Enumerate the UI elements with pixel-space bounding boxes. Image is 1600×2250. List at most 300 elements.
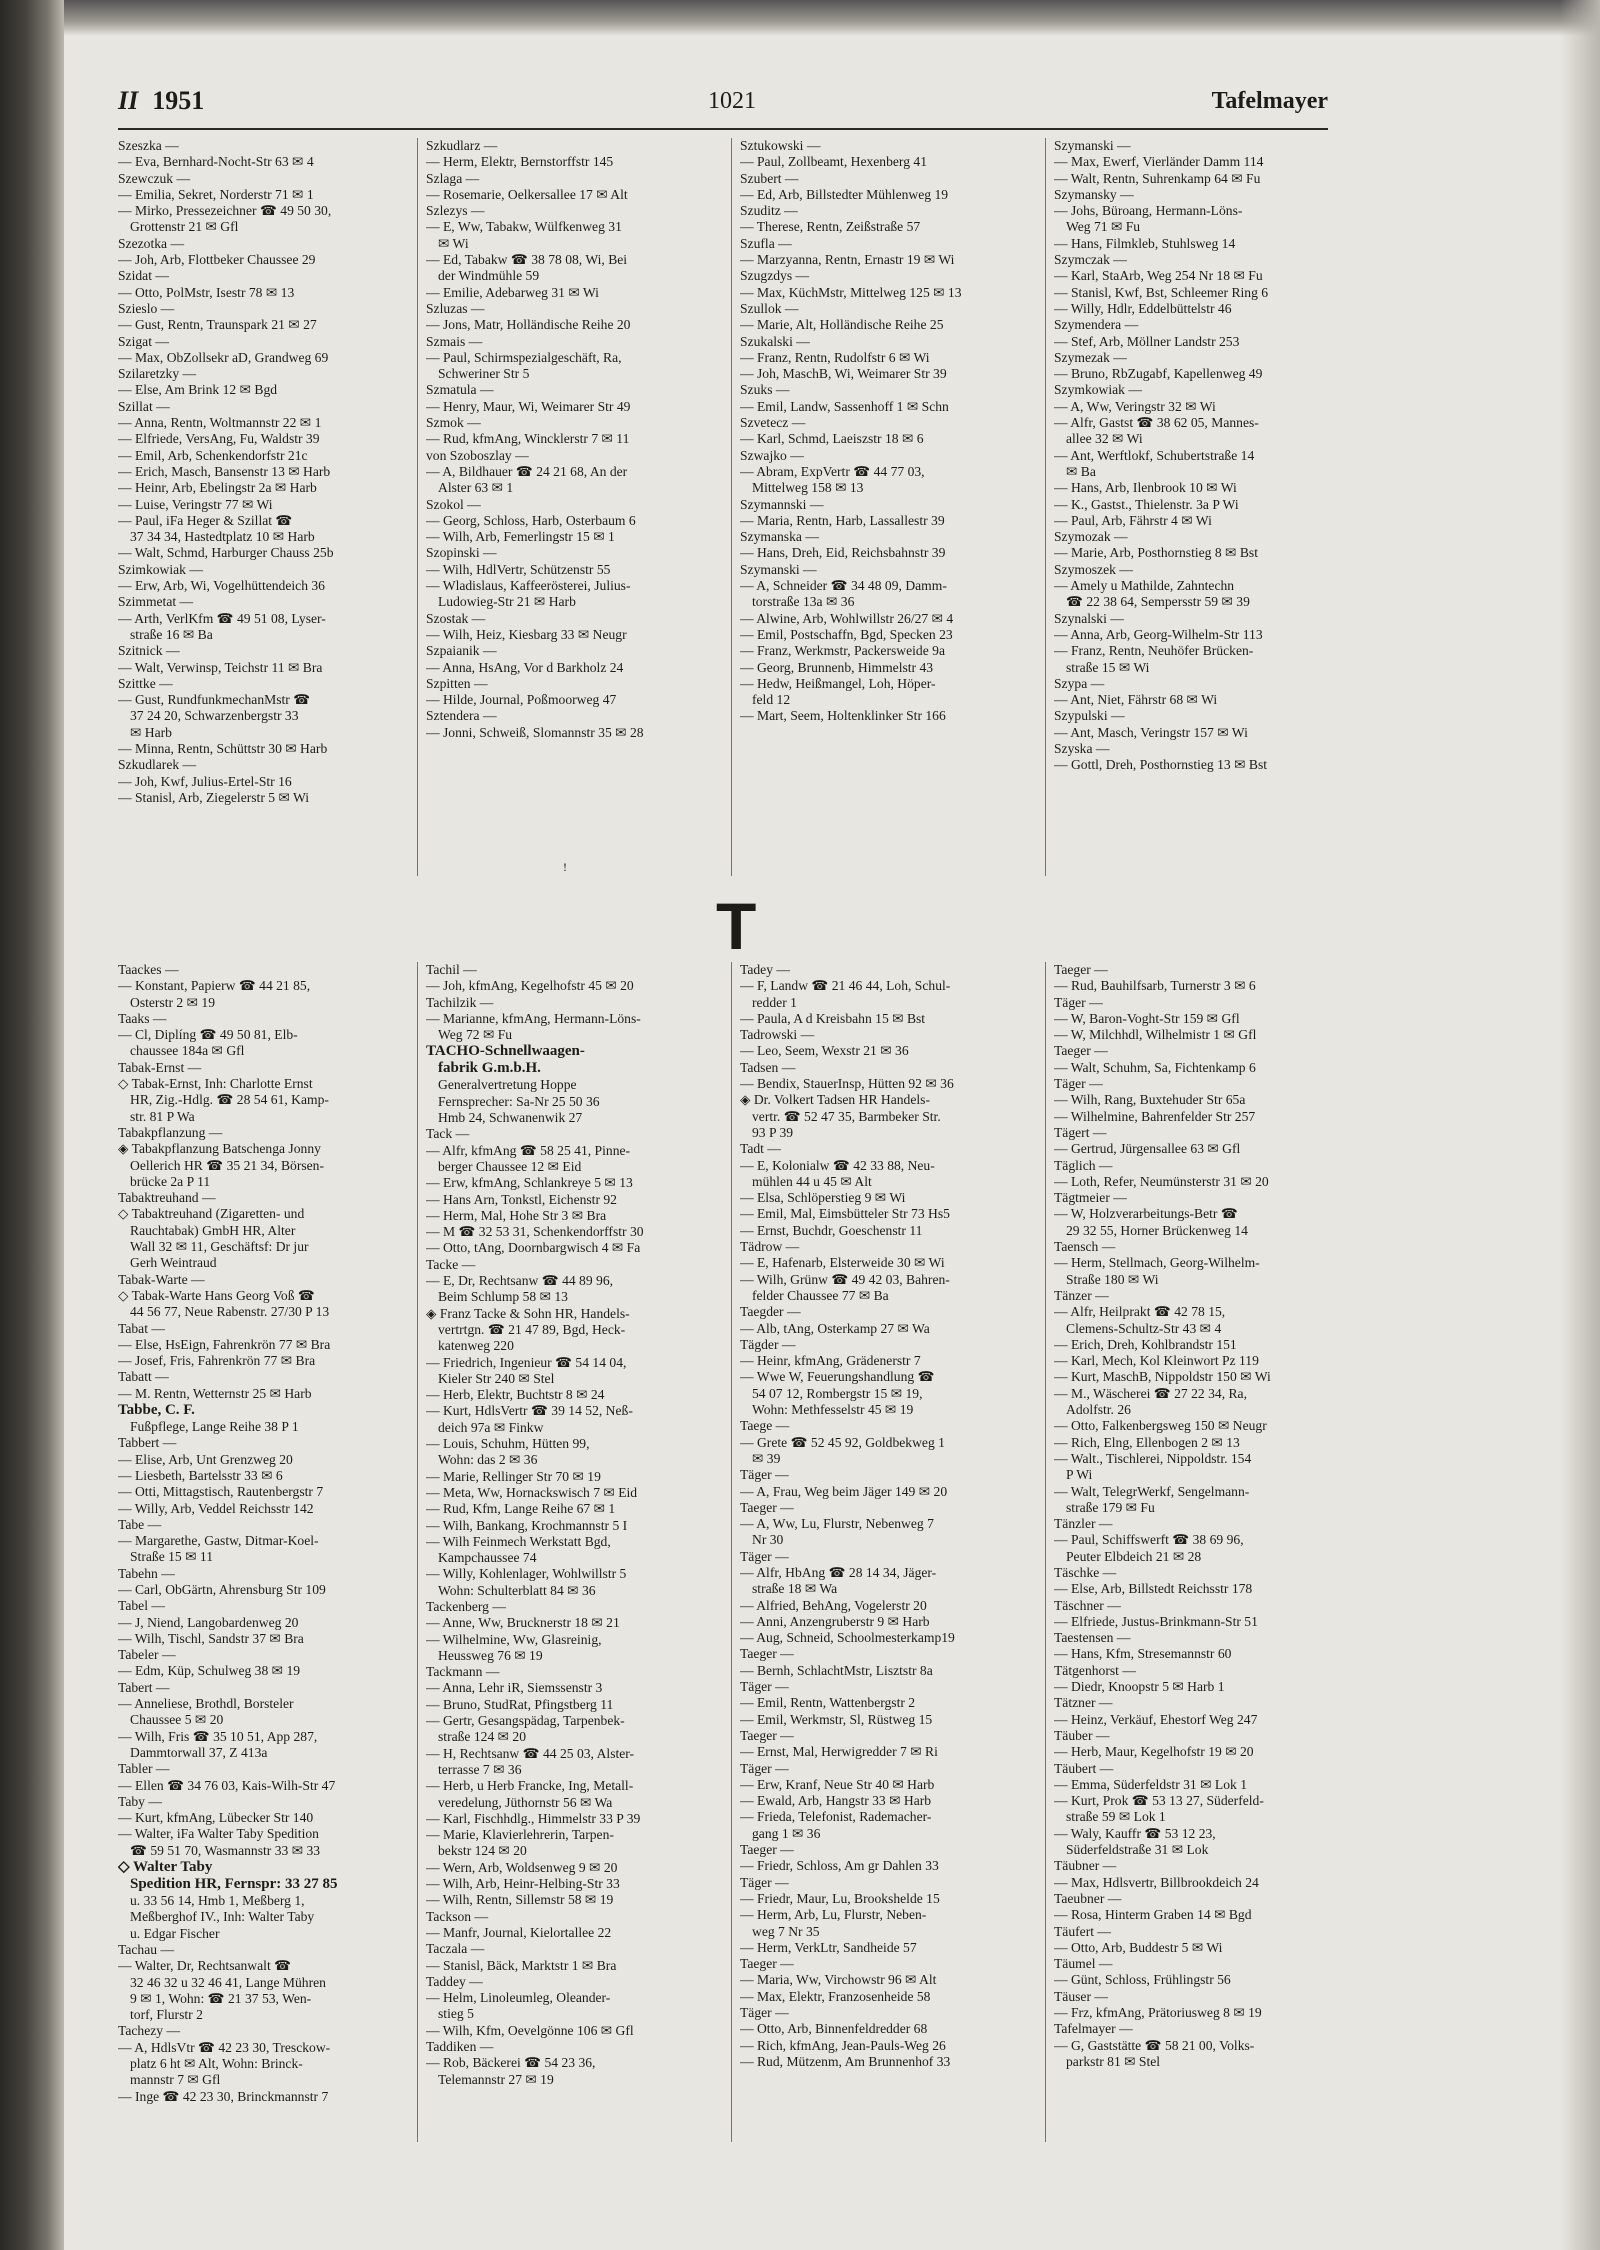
directory-entry-line: — Marie, Arb, Posthornstieg 8 ✉ Bst (1054, 545, 1258, 561)
directory-entry-line: Straße 180 ✉ Wi (1066, 1271, 1159, 1287)
directory-entry-line: von Szoboszlay — (426, 447, 529, 463)
directory-entry-line: 54 07 12, Rombergstr 15 ✉ 19, (752, 1385, 923, 1401)
directory-entry-line: — Wilh, Grünw ☎ 49 42 03, Bahren- (740, 1271, 950, 1287)
directory-entry-line: Täger — (740, 1548, 789, 1564)
directory-entry-line: — Walt, Rentn, Suhrenkamp 64 ✉ Fu (1054, 170, 1261, 186)
directory-entry-line: — Marie, Klavierlehrerin, Tarpen- (426, 1827, 614, 1843)
directory-entry-line: Taby — (118, 1793, 162, 1809)
directory-entry-line: Osterstr 2 ✉ 19 (130, 994, 216, 1010)
directory-entry-line: Sztendera — (426, 708, 497, 724)
directory-entry-line: ☎ 22 38 64, Sempersstr 59 ✉ 39 (1066, 594, 1250, 610)
directory-entry-line: Beim Schlump 58 ✉ 13 (438, 1289, 568, 1305)
directory-entry-line: — Kurt, Prok ☎ 53 13 27, Süderfeld- (1054, 1793, 1264, 1809)
directory-entry-line: redder 1 (752, 994, 797, 1010)
directory-entry-line: — Wilh, Rang, Buxtehuder Str 65a (1054, 1092, 1246, 1108)
directory-entry-line: — Abram, ExpVertr ☎ 44 77 03, (740, 463, 925, 479)
directory-entry-line: Tägder — (740, 1336, 796, 1352)
directory-entry-line: — Georg, Brunnenb, Himmelstr 43 (740, 659, 934, 675)
directory-entry-line: Tachil — (426, 962, 477, 977)
directory-entry-line: Tädrow — (740, 1239, 800, 1255)
directory-entry-line: — Herm, Arb, Lu, Flurstr, Neben- (740, 1907, 927, 1923)
book-binding-shadow (0, 0, 64, 2250)
directory-entry-line: Generalvertretung Hoppe (438, 1077, 577, 1093)
directory-entry-line: — Rich, Elng, Ellenbogen 2 ✉ 13 (1054, 1434, 1240, 1450)
directory-entry-line: katenweg 220 (438, 1338, 514, 1354)
directory-entry-line: Szvetecz — (740, 415, 806, 431)
directory-entry-line: — Konstant, Papierw ☎ 44 21 85, (118, 978, 311, 994)
directory-entry-line: Tabak-Ernst — (118, 1059, 202, 1075)
directory-entry-line: Täger — (1054, 994, 1103, 1010)
directory-entry-line: Szigat — (118, 333, 169, 349)
directory-entry-line: ◇ Tabak-Warte Hans Georg Voß ☎ (118, 1287, 315, 1303)
directory-entry-line: vertrtgn. ☎ 21 47 89, Bgd, Heck- (438, 1321, 626, 1337)
directory-entry-line: P Wi (1066, 1467, 1093, 1483)
directory-entry-line: — Paul, Schirmspezialgeschäft, Ra, (426, 349, 622, 365)
directory-entry-line: — Walter, Dr, Rechtsanwalt ☎ (118, 1958, 292, 1974)
directory-entry-line: — Henry, Maur, Wi, Weimarer Str 49 (426, 398, 631, 414)
directory-entry-line: — A, Frau, Weg beim Jäger 149 ✉ 20 (740, 1483, 948, 1499)
directory-entry-line: — Frieda, Telefonist, Rademacher- (740, 1809, 932, 1825)
directory-entry-line: Tänzler — (1054, 1516, 1113, 1532)
directory-entry-line: — A, Schneider ☎ 34 48 09, Damm- (740, 578, 947, 594)
directory-entry-line: — Elfriede, Justus-Brinkmann-Str 51 (1054, 1613, 1258, 1629)
directory-entry-line: Tachau — (118, 1941, 175, 1957)
directory-entry-line: — Hans, Arb, Ilenbrook 10 ✉ Wi (1054, 480, 1237, 496)
top-column-2 (426, 138, 732, 876)
directory-entry-line: — Herm, Mal, Hohe Str 3 ✉ Bra (426, 1207, 607, 1223)
directory-entry-line: Szostak — (426, 610, 486, 626)
directory-entry-line: Szmais — (426, 333, 483, 349)
directory-entry-line: Wohn: Schulterblatt 84 ✉ 36 (438, 1582, 596, 1598)
directory-entry-line: — Otto, PolMstr, Isestr 78 ✉ 13 (118, 284, 295, 300)
directory-entry-line: 9 ✉ 1, Wohn: ☎ 21 37 53, Wen- (130, 1990, 312, 2006)
directory-entry-line: — A, Ww, Lu, Flurstr, Nebenweg 7 (740, 1516, 934, 1532)
directory-entry-line: Täschke — (1054, 1564, 1117, 1580)
directory-entry-line: — Otti, Mittagstisch, Rautenbergstr 7 (118, 1484, 324, 1500)
directory-entry-line: — Luise, Veringstr 77 ✉ Wi (118, 496, 273, 512)
directory-entry-line: — Else, Arb, Billstedt Reichsstr 178 (1054, 1581, 1253, 1597)
directory-entry-line: Alster 63 ✉ 1 (438, 480, 514, 496)
directory-entry-line: Tacke — (426, 1256, 476, 1272)
directory-entry-line: — Grete ☎ 52 45 92, Goldbekweg 1 (740, 1434, 945, 1450)
directory-entry-line: — Wilh, Heiz, Kiesbarg 33 ✉ Neugr (426, 626, 627, 642)
directory-entry-line: Tackson — (426, 1908, 489, 1924)
directory-entry-line: — Friedr, Maur, Lu, Brookshelde 15 (740, 1890, 940, 1906)
directory-entry-line: Szkudlarz — (426, 138, 498, 153)
directory-entry-line: — Kurt, MaschB, Nippoldstr 150 ✉ Wi (1054, 1369, 1271, 1385)
directory-entry-line: ✉ 39 (752, 1450, 781, 1466)
directory-entry-line: — Stef, Arb, Möllner Landstr 253 (1054, 333, 1240, 349)
directory-entry-line: gang 1 ✉ 36 (752, 1825, 821, 1841)
directory-entry-line: Szitnick — (118, 643, 180, 659)
directory-entry-line: — Friedrich, Ingenieur ☎ 54 14 04, (426, 1354, 627, 1370)
directory-entry-line: — Therese, Rentn, Zeißstraße 57 (740, 219, 921, 235)
directory-entry-line: — Ant, Masch, Veringstr 157 ✉ Wi (1054, 724, 1248, 740)
directory-entry-line: Täger — (740, 1467, 789, 1483)
directory-entry-line: Weg 71 ✉ Fu (1066, 219, 1141, 235)
directory-entry-line: — Emil, Postschaffn, Bgd, Specken 23 (740, 626, 953, 642)
directory-entry-line: Täschner — (1054, 1597, 1121, 1613)
directory-entry-line: — Paul, iFa Heger & Szillat ☎ (118, 512, 293, 528)
directory-entry-line: — Herb, Maur, Kegelhofstr 19 ✉ 20 (1054, 1744, 1254, 1760)
directory-entry-line: — A, HdlsVtr ☎ 42 23 30, Tresckow- (118, 2039, 331, 2055)
directory-entry-line: — Karl, Fischhdlg., Himmelstr 33 P 39 (426, 1810, 641, 1826)
directory-entry-line: 29 32 55, Horner Brückenweg 14 (1066, 1222, 1248, 1238)
top-column-4 (1054, 138, 1354, 876)
directory-entry-line: — Bernh, SchlachtMstr, Lisztstr 8a (740, 1662, 933, 1678)
year: 1951 (152, 86, 205, 115)
directory-entry-line: veredelung, Jüthornstr 56 ✉ Wa (438, 1794, 613, 1810)
directory-entry-line: — Herm, Elektr, Bernstorffstr 145 (426, 154, 614, 170)
top-section (118, 138, 1354, 876)
directory-entry-line: Szymansky — (1054, 186, 1134, 202)
directory-entry-line: Szyska — (1054, 740, 1110, 756)
directory-entry-line: Schweriner Str 5 (438, 366, 530, 382)
directory-entry-line: Tafelmayer — (1054, 2021, 1133, 2037)
directory-entry-line: — Rud, Bauhilfsarb, Turnerstr 3 ✉ 6 (1054, 978, 1256, 994)
directory-entry-line: Szieslo — (118, 300, 175, 316)
directory-entry-line: — Marie, Rellinger Str 70 ✉ 19 (426, 1468, 601, 1484)
directory-entry-line: Szittke — (118, 675, 173, 691)
directory-entry-line: Tabakpflanzung — (118, 1124, 223, 1140)
directory-entry-line: Szmok — (426, 415, 481, 431)
directory-entry-line: — Franz, Rentn, Rudolfstr 6 ✉ Wi (740, 349, 930, 365)
directory-entry-line: — Ernst, Mal, Herwigredder 7 ✉ Ri (740, 1744, 938, 1760)
directory-entry-line: — Aug, Schneid, Schoolmesterkamp19 (740, 1630, 955, 1646)
directory-entry-line: — Wilh Feinmech Werkstatt Bgd, (426, 1533, 611, 1549)
directory-entry-line: Taczala — (426, 1941, 485, 1957)
directory-entry-line: Täuser — (1054, 1988, 1108, 2004)
directory-entry-line: parkstr 81 ✉ Stel (1066, 2053, 1161, 2069)
directory-entry-line: — Max, Elektr, Franzosenheide 58 (740, 1988, 931, 2004)
directory-entry-line: Tabat — (118, 1320, 165, 1336)
directory-entry-line: platz 6 ht ✉ Alt, Wohn: Brinck- (130, 2056, 303, 2071)
directory-entry-line: Szezotka — (118, 235, 185, 251)
directory-entry-line: Wohn: Methfesselstr 45 ✉ 19 (752, 1402, 914, 1418)
directory-entry-line: str. 81 P Wa (130, 1108, 195, 1124)
directory-entry-line: — W, Milchhdl, Wilhelmistr 1 ✉ Gfl (1054, 1027, 1257, 1043)
directory-entry-line: Tägert — (1054, 1124, 1107, 1140)
directory-entry-line: — Inge ☎ 42 23 30, Brinckmannstr 7 (118, 2088, 329, 2104)
directory-entry-line: Szymendera — (1054, 317, 1139, 333)
directory-entry-line: — Hedw, Heißmangel, Loh, Höper- (740, 675, 936, 691)
bottom-column-2 (426, 962, 732, 2142)
directory-entry-line: Szymoszek — (1054, 561, 1133, 577)
directory-entry-line: — Louis, Schuhm, Hütten 99, (426, 1436, 590, 1452)
directory-entry-line: — Rud, Kfm, Lange Reihe 67 ✉ 1 (426, 1501, 616, 1517)
directory-entry-line: Tachilzik — (426, 994, 494, 1010)
directory-entry-line: — E, Dr, Rechtsanw ☎ 44 89 96, (426, 1273, 614, 1289)
bottom-column-1 (118, 962, 418, 2142)
directory-entry-line: — Emil, Arb, Schenkendorfstr 21c (118, 447, 308, 463)
directory-entry-line: — Emil, Rentn, Wattenbergstr 2 (740, 1695, 916, 1711)
directory-entry-line: — Hans, Kfm, Stresemannstr 60 (1054, 1646, 1232, 1662)
directory-entry-line: — W, Holzverarbeitungs-Betr ☎ (1054, 1206, 1238, 1222)
directory-entry-line: Tabel — (118, 1598, 165, 1614)
directory-entry-line: — Ed, Tabakw ☎ 38 78 08, Wi, Bei (426, 252, 628, 268)
directory-entry-line: u. 33 56 14, Hmb 1, Meßberg 1, (130, 1893, 305, 1909)
directory-entry-line: Szokol — (426, 496, 481, 512)
directory-entry-line: — Hans, Dreh, Eid, Reichsbahnstr 39 (740, 545, 946, 561)
directory-entry-line: Täglich — (1054, 1157, 1113, 1173)
directory-entry-line: Tadrowski — (740, 1027, 815, 1043)
directory-entry-line: — Hans, Filmkleb, Stuhlsweg 14 (1054, 235, 1236, 251)
top-column-3 (740, 138, 1046, 876)
directory-entry-line: — Georg, Schloss, Harb, Osterbaum 6 (426, 512, 636, 528)
directory-entry-line: — Otto, Arb, Buddestr 5 ✉ Wi (1054, 1939, 1223, 1955)
directory-entry-line: — Eva, Bernhard-Nocht-Str 63 ✉ 4 (118, 154, 314, 170)
directory-entry-line: Taddey — (426, 1973, 483, 1989)
directory-entry-line: Szilaretzky — (118, 366, 197, 382)
page-right-shade (1560, 0, 1600, 2250)
section-letter: T (716, 889, 757, 963)
directory-entry-line: — Marie, Alt, Holländische Reihe 25 (740, 317, 944, 333)
directory-entry-line: — J, Niend, Langobardenweg 20 (118, 1614, 299, 1630)
directory-entry-line: — Franz, Rentn, Neuhöfer Brücken- (1054, 643, 1254, 659)
directory-entry-line: — Wilhelmine, Bahrenfelder Str 257 (1054, 1108, 1256, 1124)
directory-entry-line: Szugzdys — (740, 268, 810, 284)
directory-entry-line: Täubert — (1054, 1760, 1114, 1776)
directory-entry-line: — Marzyanna, Rentn, Ernastr 19 ✉ Wi (740, 252, 955, 268)
directory-entry-line: — Wilh, HdlVertr, Schützenstr 55 (426, 561, 611, 577)
directory-entry-line: — Walt, TelegrWerkf, Sengelmann- (1054, 1483, 1250, 1499)
directory-entry-line: Täger — (740, 1679, 789, 1695)
directory-entry-line: ☎ 59 51 70, Wasmannstr 33 ✉ 33 (130, 1842, 321, 1858)
running-head: Tafelmayer (1211, 88, 1328, 114)
directory-entry-line: — Wilh, Tischl, Sandstr 37 ✉ Bra (118, 1630, 304, 1646)
directory-entry-line: — Elise, Arb, Unt Grenzweg 20 (118, 1451, 293, 1467)
directory-entry-line: Taege — (740, 1418, 790, 1434)
directory-entry-line: Täger — (740, 1874, 789, 1890)
directory-entry-line: mannstr 7 ✉ Gfl (130, 2072, 221, 2088)
directory-entry-line: Heussweg 76 ✉ 19 (438, 1647, 543, 1663)
directory-entry-line: mühlen 44 u 45 ✉ Alt (752, 1173, 872, 1189)
directory-entry-line: — Erich, Masch, Bansenstr 13 ✉ Harb (118, 463, 331, 479)
directory-entry-line: — Ewald, Arb, Hangstr 33 ✉ Harb (740, 1793, 932, 1809)
directory-entry-line: — Alfr, HbAng ☎ 28 14 34, Jäger- (740, 1564, 937, 1580)
directory-entry-line: — Walt, Schuhm, Sa, Fichtenkamp 6 (1054, 1059, 1256, 1075)
directory-entry-line: Szlezys — (426, 203, 485, 219)
directory-entry-line: Szillat — (118, 398, 170, 414)
directory-entry-line: straße 15 ✉ Wi (1066, 659, 1150, 675)
directory-entry-line: — Karl, Schmd, Laeiszstr 18 ✉ 6 (740, 431, 924, 447)
directory-entry-line: — Alwine, Arb, Wohlwillstr 26/27 ✉ 4 (740, 610, 954, 626)
directory-entry-line: Taackes — (118, 962, 179, 977)
directory-entry-line: — Anni, Anzengruberstr 9 ✉ Harb (740, 1613, 930, 1629)
directory-entry-line: Meßberghof IV., Inh: Walter Taby (130, 1909, 315, 1925)
directory-entry-line: — Heinr, kfmAng, Grädenerstr 7 (740, 1353, 921, 1369)
directory-entry-line: Szewczuk — (118, 170, 191, 186)
directory-entry-line: — Elfriede, VersAng, Fu, Waldstr 39 (118, 431, 320, 447)
directory-entry-line: — Maria, Ww, Virchowstr 96 ✉ Alt (740, 1972, 937, 1988)
directory-entry-line: Szluzas — (426, 300, 485, 316)
directory-entry-line: — Else, Am Brink 12 ✉ Bgd (118, 382, 278, 398)
page-top-edge (64, 0, 1600, 36)
directory-entry-line: ✉ Wi (438, 235, 469, 251)
directory-entry-line: — Emma, Süderfeldstr 31 ✉ Lok 1 (1054, 1776, 1247, 1792)
directory-entry-line: Tätzner — (1054, 1695, 1113, 1711)
directory-entry-line: — Loth, Refer, Neumünsterstr 31 ✉ 20 (1054, 1173, 1269, 1189)
directory-entry-line: Tänzer — (1054, 1287, 1109, 1303)
directory-entry-line: Szymozak — (1054, 529, 1128, 545)
directory-entry-line: — Walt., Tischlerei, Nippoldstr. 154 (1054, 1450, 1252, 1466)
directory-entry-line: — Rud, kfmAng, Wincklerstr 7 ✉ 11 (426, 431, 630, 447)
directory-entry-line: straße 16 ✉ Ba (130, 626, 213, 642)
directory-entry-line: Täubner — (1054, 1858, 1117, 1874)
bottom-column-3 (740, 962, 1046, 2142)
directory-entry-line: Kampchaussee 74 (438, 1550, 537, 1566)
directory-entry-line: — Willy, Kohlenlager, Wohlwillstr 5 (426, 1566, 627, 1582)
directory-entry-line: — Erw, Arb, Wi, Vogelhüttendeich 36 (118, 578, 325, 594)
directory-entry-line: Szkudlarek — (118, 757, 197, 773)
directory-entry-line: deich 97a ✉ Finkw (438, 1419, 544, 1435)
directory-entry-line: — A, Bildhauer ☎ 24 21 68, An der (426, 463, 628, 479)
bottom-column-4 (1054, 962, 1354, 2142)
directory-entry-line: — M ☎ 32 53 31, Schenkendorffstr 30 (426, 1224, 644, 1240)
directory-entry-line: — Herb, Elektr, Buchtstr 8 ✉ 24 (426, 1387, 605, 1403)
directory-entry-line: — Stanisl, Kwf, Bst, Schleemer Ring 6 (1054, 284, 1269, 300)
directory-entry-line: — Mirko, Pressezeichner ☎ 49 50 30, (118, 203, 332, 219)
directory-entry-line: — Gertr, Gesangspädag, Tarpenbek- (426, 1713, 625, 1729)
directory-entry-line: — Alfr, kfmAng ☎ 58 25 41, Pinne- (426, 1142, 631, 1158)
directory-entry-line: — Erw, Kranf, Neue Str 40 ✉ Harb (740, 1776, 935, 1792)
directory-entry-line: — Bendix, StauerInsp, Hütten 92 ✉ 36 (740, 1076, 954, 1092)
directory-entry-line: ◇ Tabaktreuhand (Zigaretten- und (118, 1206, 305, 1222)
directory-entry-line: 37 34 34, Hastedtplatz 10 ✉ Harb (130, 529, 315, 545)
directory-entry-line: — Meta, Ww, Hornackswisch 7 ✉ Eid (426, 1484, 638, 1500)
directory-entry-line: Taegder — (740, 1304, 801, 1320)
directory-entry-line: — Emilie, Adebarweg 31 ✉ Wi (426, 284, 599, 300)
directory-entry-line: Szidat — (118, 268, 169, 284)
directory-entry-line: Taeger — (740, 1727, 794, 1743)
directory-entry-line: — Ant, Niet, Fährstr 68 ✉ Wi (1054, 692, 1218, 708)
bottom-section (118, 962, 1354, 2142)
directory-entry-line: Szypa — (1054, 675, 1105, 691)
directory-entry-line: Oellerich HR ☎ 35 21 34, Börsen- (130, 1157, 324, 1173)
directory-entry-line: Tabert — (118, 1679, 170, 1695)
directory-entry-line: Tack — (426, 1126, 470, 1142)
header-rule (118, 128, 1328, 130)
directory-entry-line: Szymkowiak — (1054, 382, 1142, 398)
directory-entry-line: ✉ Harb (130, 724, 172, 740)
directory-entry-line: Clemens-Schultz-Str 43 ✉ 4 (1066, 1320, 1222, 1336)
directory-entry-line: Szymezak — (1054, 349, 1127, 365)
directory-entry-line: — Cl, Diplíng ☎ 49 50 81, Elb- (118, 1027, 298, 1043)
directory-entry-line: — Rud, Mützenm, Am Brunnenhof 33 (740, 2053, 951, 2069)
directory-entry-line: Süderfeldstraße 31 ✉ Lok (1066, 1842, 1209, 1858)
directory-entry-line: — Anna, HsAng, Vor d Barkholz 24 (426, 659, 624, 675)
directory-entry-line: — Josef, Fris, Fahrenkrön 77 ✉ Bra (118, 1353, 316, 1369)
directory-entry-line: — Wilh, Fris ☎ 35 10 51, App 287, (118, 1728, 318, 1744)
directory-entry-line: — Carl, ObGärtn, Ahrensburg Str 109 (118, 1581, 326, 1597)
directory-entry-line: Szypulski — (1054, 708, 1125, 724)
directory-entry-line: — Joh, kfmAng, Kegelhofstr 45 ✉ 20 (426, 978, 634, 994)
directory-entry-line: — K., Gastst., Thielenstr. 3a P Wi (1054, 496, 1239, 512)
directory-entry-line: — Rich, kfmAng, Jean-Pauls-Weg 26 (740, 2037, 946, 2053)
directory-entry-line: Taeger — (740, 1499, 794, 1515)
directory-entry-line: Szukalski — (740, 333, 810, 349)
directory-entry-line: Tadey — (740, 962, 791, 977)
directory-entry-line: Szpaianik — (426, 643, 497, 659)
directory-entry-line: Täger — (740, 1760, 789, 1776)
directory-entry-line: Tabe — (118, 1516, 162, 1532)
directory-entry-line: — Emil, Werkmstr, Sl, Rüstweg 15 (740, 1711, 933, 1727)
directory-entry-line: Tabler — (118, 1761, 170, 1777)
directory-entry-line: Ludowieg-Str 21 ✉ Harb (438, 594, 576, 610)
directory-entry-line: — Rosemarie, Oelkersallee 17 ✉ Alt (426, 186, 628, 202)
directory-entry-line: — Johs, Büroang, Hermann-Löns- (1054, 203, 1243, 219)
directory-entry-line: 32 46 32 u 32 46 41, Lange Mühren (130, 1974, 326, 1990)
directory-entry-line: Täumel — (1054, 1956, 1113, 1972)
directory-entry-line: — Gertrud, Jürgensallee 63 ✉ Gfl (1054, 1141, 1241, 1157)
directory-entry-line: — Wern, Arb, Woldsenweg 9 ✉ 20 (426, 1859, 618, 1875)
directory-entry-line: — Friedr, Schloss, Am gr Dahlen 33 (740, 1858, 939, 1874)
directory-entry-line: — Margarethe, Gastw, Ditmar-Koel- (118, 1533, 319, 1549)
directory-entry-line: — Alfr, Heilprakt ☎ 42 78 15, (1054, 1304, 1226, 1320)
directory-entry-line: Dammtorwall 37, Z 413a (130, 1744, 268, 1760)
directory-entry-line: Taaks — (118, 1010, 167, 1026)
directory-entry-line: Szmatula — (426, 382, 494, 398)
directory-entry-line: — Emilia, Sekret, Norderstr 71 ✉ 1 (118, 186, 314, 202)
top-column-1 (118, 138, 418, 876)
directory-entry-line: — Amely u Mathilde, Zahntechn (1054, 578, 1235, 594)
directory-entry-line: — Anne, Ww, Brucknerstr 18 ✉ 21 (426, 1615, 620, 1631)
directory-entry-line: berger Chaussee 12 ✉ Eid (438, 1158, 582, 1174)
directory-entry-line: — Gust, Rentn, Traunspark 21 ✉ 27 (118, 317, 317, 333)
directory-entry-line: — Maria, Rentn, Harb, Lassallestr 39 (740, 512, 945, 528)
directory-entry-line: Tabbe, C. F. (118, 1402, 195, 1419)
directory-entry-line: Taeger — (740, 1646, 794, 1662)
directory-entry-line: — Günt, Schloss, Frühlingstr 56 (1054, 1972, 1231, 1988)
directory-entry-line: Tätgenhorst — (1054, 1662, 1136, 1678)
directory-entry-line: — M., Wäscherei ☎ 27 22 34, Ra, (1054, 1385, 1247, 1401)
directory-entry-line: feld 12 (752, 692, 791, 708)
directory-entry-line: Tackmann — (426, 1664, 500, 1680)
directory-entry-line: straße 179 ✉ Fu (1066, 1499, 1155, 1515)
directory-entry-line: — Rosa, Hinterm Graben 14 ✉ Bgd (1054, 1907, 1252, 1923)
directory-entry-line: — Anna, Arb, Georg-Wilhelm-Str 113 (1054, 626, 1263, 642)
directory-entry-line: — Wladislaus, Kaffeerösterei, Julius- (426, 578, 631, 594)
directory-entry-line: Taestensen — (1054, 1630, 1131, 1646)
directory-entry-line: Szuditz — (740, 203, 798, 219)
directory-entry-line: — Rob, Bäckerei ☎ 54 23 36, (426, 2055, 596, 2071)
directory-entry-line: brücke 2a P 11 (130, 1173, 211, 1189)
directory-entry-line: — Anneliese, Brothdl, Borsteler (118, 1696, 294, 1712)
directory-entry-line: Szymannski — (740, 496, 824, 512)
directory-entry-line: Szimmetat — (118, 594, 194, 610)
directory-entry-line: 44 56 77, Neue Rabenstr. 27/30 P 13 (130, 1304, 330, 1320)
directory-entry-line: — Anna, Rentn, Woltmannstr 22 ✉ 1 (118, 415, 322, 431)
directory-entry-line: — Emil, Mal, Eimsbütteler Str 73 Hs5 (740, 1206, 950, 1222)
directory-entry-line: — Helm, Linoleumleg, Oleander- (426, 1990, 611, 2006)
directory-entry-line: — Marianne, kfmAng, Hermann-Löns- (426, 1010, 641, 1026)
directory-entry-line: — Ernst, Buchdr, Goeschenstr 11 (740, 1222, 923, 1238)
directory-entry-line: Wall 32 ✉ 11, Geschäftsf: Dr jur (130, 1239, 309, 1255)
directory-entry-line: — Hilde, Journal, Poßmoorweg 47 (426, 692, 617, 708)
directory-entry-line: — Wwe W, Feuerungshandlung ☎ (740, 1369, 935, 1385)
directory-entry-line: Sztukowski — (740, 138, 821, 153)
directory-entry-line: — F, Landw ☎ 21 46 44, Loh, Schul- (740, 978, 951, 994)
directory-entry-line: Tabak-Warte — (118, 1271, 205, 1287)
directory-entry-line: Szullok — (740, 300, 799, 316)
directory-entry-line: — Herm, Stellmach, Georg-Wilhelm- (1054, 1255, 1260, 1271)
directory-entry-line: — Joh, MaschB, Wi, Weimarer Str 39 (740, 366, 947, 382)
directory-entry-line: fabrik G.m.b.H. (438, 1060, 541, 1077)
directory-entry-line: Straße 15 ✉ 11 (130, 1549, 213, 1565)
directory-entry-line: — Wilh, Arb, Femerlingstr 15 ✉ 1 (426, 529, 615, 545)
directory-entry-line: — Ellen ☎ 34 76 03, Kais-Wilh-Str 47 (118, 1777, 336, 1793)
directory-entry-line: Szymanski — (1054, 138, 1131, 153)
